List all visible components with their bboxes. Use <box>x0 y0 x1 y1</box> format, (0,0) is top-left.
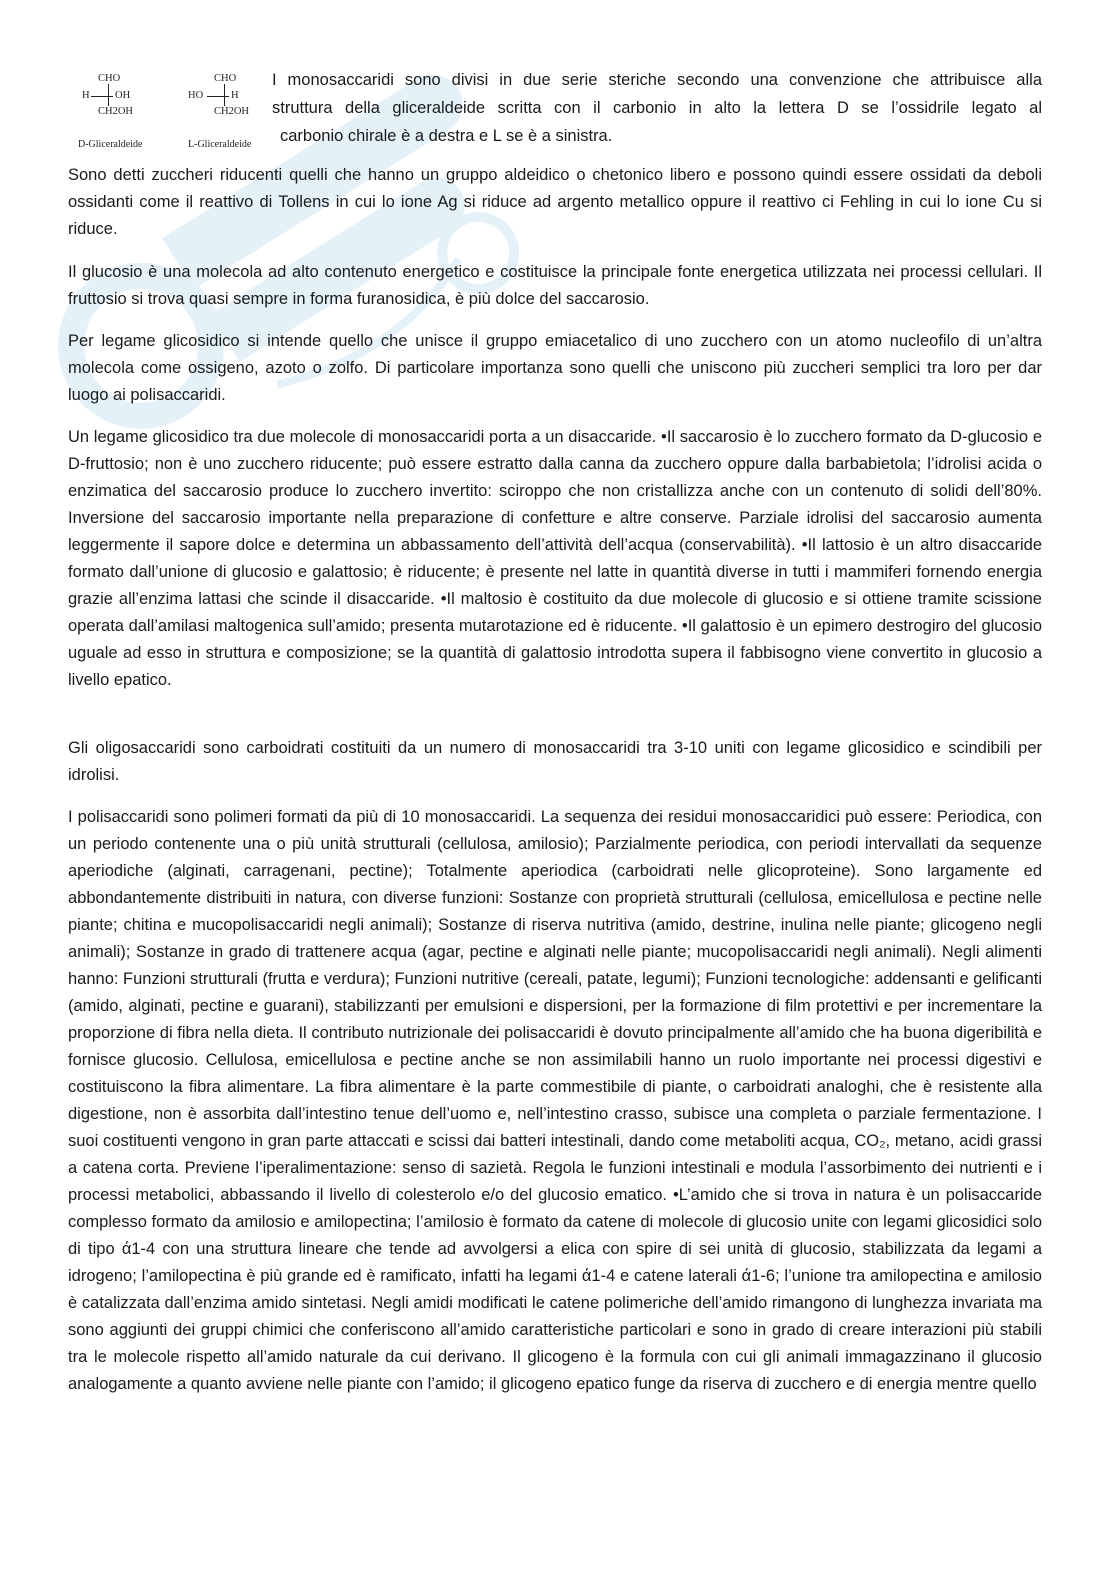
glyceraldehyde-figures <box>78 73 273 163</box>
d-right-group: OH <box>115 90 131 101</box>
l-left-group: HO <box>188 90 204 101</box>
l-top-group: CHO <box>214 73 237 84</box>
paragraph-glucose-fructose: Il glucosio è una molecola ad alto contenuto energetico e costituisce la principale fonte energetica utilizzata nei processi cellulari. Il fruttosio si trova quasi sempre in forma furanosidica, è più dolce del saccarosio. <box>68 263 1042 308</box>
paragraph-reducing-sugars: Sono detti zuccheri riducenti quelli che hanno un gruppo aldeidico o chetonico libero e possono quindi essere ossidati da deboli ossidanti come il reattivo di Tollens in cui lo ione Ag si riduce ad argento metallico oppure il reattivo ci Fehling in cui lo ione Cu si riduce. <box>68 166 1042 238</box>
d-glyceraldehyde-caption: D-Gliceraldeide <box>78 139 143 150</box>
intro-line-1: I monosaccaridi sono divisi in due serie steriche secondo una convenzione che attribuisce alla <box>272 71 1042 89</box>
d-left-group: H <box>82 90 90 101</box>
intro-paragraph <box>272 66 1042 150</box>
intro-line-2: struttura della gliceraldeide scritta con il carbonio in alto la lettera D se l’ossidrile legato al <box>272 99 1042 117</box>
d-glyceraldehyde-figure <box>78 73 178 155</box>
paragraph-polysaccharides: I polisaccaridi sono polimeri formati da più di 10 monosaccaridi. La sequenza dei residui monosaccaridici può essere: Periodica, con un periodo contenente una o più unità strutturali (cellulosa, amilosio); Parzialmente periodica, con periodi intervallati da sequenze aperiodiche (alginati, carragenani, pectine); Totalmente aperiodica (carboidrati nelle glicoproteine). Sono largamente ed abbondantemente distribuiti in natura, con diverse funzioni: Sostanze con proprietà strutturali (cellulosa, emicellulosa e pectine nelle piante; chitina e mucopolisaccaridi negli animali); Sostanze di riserva nutritiva (amido, destrine, inulina nelle piante; glicogeno negli animali); Sostanze in grado di trattenere acqua (agar, pectine e alginati nelle piante; mucopolisaccaridi negli animali). Negli alimenti hanno: Funzioni strutturali (frutta e verdura); Funzioni nutritive (cereali, patate, legumi); Funzioni tecnologiche: addensanti e gelificanti (amido, alginati, pectine e guarani), stabilizzanti per emulsioni e dispersioni, per la formazione di film protettivi e per incrementare la proporzione di fibra nella dieta. Il contributo nutrizionale dei polisaccaridi è dovuto principalmente all’amido che ha buona digeribilità e fornisce glucosio. Cellulosa, emicellulosa e pectine anche se non assimilabili hanno un ruolo importante nei processi digestivi e costituiscono la fibra alimentare. La fibra alimentare è la parte commestibile di piante, o carboidrati analoghi, che è resistente alla digestione, non è assorbita dall’intestino tenue dell’uomo e, nell’intestino crasso, subisce una completa o parziale fermentazione. I suoi costituenti vengono in gran parte attaccati e scissi dai batteri intestinali, dando come metaboliti acqua, CO₂, metano, acidi grassi a catena corta. Previene l’iperalimentazione: senso di sazietà. Regola le funzioni intestinali e modula l’assorbimento dei nutrienti e i processi metabolici, abbassando il livello di colesterolo e/o del glucosio ematico. •L’amido che si trova in natura è un polisaccaride complesso formato da amilosio e amilopectina; l’amilosio è formato da catene di molecole di glucosio unite con legami glicosidici solo di tipo ά1-4 con una struttura lineare che tende ad avvolgersi a elica con spire di sei unità di glucosio, stabilizzata da legami a idrogeno; l’amilopectina è più grande ed è ramificato, infatti ha legami ά1-4 e catene laterali ά1-6; l’unione tra amilopectina e amilosio è catalizzata dall’enzima amido sintetasi. Negli amidi modificati le catene polimeriche dell’amido rimangono di lunghezza invariata ma sono aggiunti dei gruppi chimici che conferiscono all’amido caratteristiche particolari e sono in grado di creare interazioni più stabili tra le molecole rispetto all’amido naturale da cui derivano. Il glicogeno è la formula con cui gli animali immagazzinano il glucosio analogamente a quanto avviene nelle piante con l’amido; il glicogeno epatico funge da riserva di zucchero e di energia mentre quello <box>68 808 1043 1393</box>
l-bottom-group: CH2OH <box>214 106 250 117</box>
d-top-group: CHO <box>98 73 121 84</box>
intro-line-3: carbonio chirale è a destra e L se è a sinistra. <box>280 127 613 145</box>
l-horizontal-bond <box>207 96 229 97</box>
paragraph-glycosidic-bond: Per legame glicosidico si intende quello che unisce il gruppo emiacetalico di uno zucchero con un atomo nucleofilo di un’altra molecola come ossigeno, azoto o zolfo. Di particolare importanza sono quelli che uniscono più zuccheri semplici tra loro per dar luogo ai polisaccaridi. <box>68 332 1042 404</box>
paragraph-oligosaccharides: Gli oligosaccaridi sono carboidrati costituiti da un numero di monosaccaridi tra 3-10 uniti con legame glicosidico e scindibili per idrolisi. <box>68 739 1042 784</box>
l-right-group: H <box>231 90 239 101</box>
l-vertical-bond <box>224 84 225 106</box>
d-vertical-bond <box>108 84 109 106</box>
d-horizontal-bond <box>91 96 113 97</box>
paragraph-disaccharides: Un legame glicosidico tra due molecole di monosaccaridi porta a un disaccaride. •Il saccarosio è lo zucchero formato da D-glucosio e D-fruttosio; non è uno zucchero riducente; può essere estratto dalla canna da zucchero oppure dalla barbabietola; l’idrolisi acida o enzimatica del saccarosio produce lo zucchero invertito: sciroppo che non cristallizza anche con un contenuto di solidi dell’80%. Inversione del saccarosio importante nella preparazione di confetture e altre conserve. Parziale idrolisi del saccarosio aumenta leggermente il sapore dolce e determina un abbassamento dell’attività dell’acqua (conservabilità). •Il lattosio è un altro disaccaride formato dall’unione di glucosio e galattosio; è riducente; è presente nel latte in quantità diverse in tutti i mammiferi fornendo energia grazie all’enzima lattasi che scinde il disaccaride. •Il maltosio è costituito da due molecole di glucosio e si ottiene tramite scissione operata dall’amilasi maltogenica sull’amido; presenta mutarotazione ed è riducente. •Il galattosio è un epimero destrogiro del glucosio uguale ad esso in struttura e composizione; se la quantità di galattosio introdotta supera il fabbisogno viene convertito in glucosio a livello epatico. <box>68 428 1042 689</box>
d-bottom-group: CH2OH <box>98 106 134 117</box>
l-glyceraldehyde-caption: L-Gliceraldeide <box>188 139 252 150</box>
